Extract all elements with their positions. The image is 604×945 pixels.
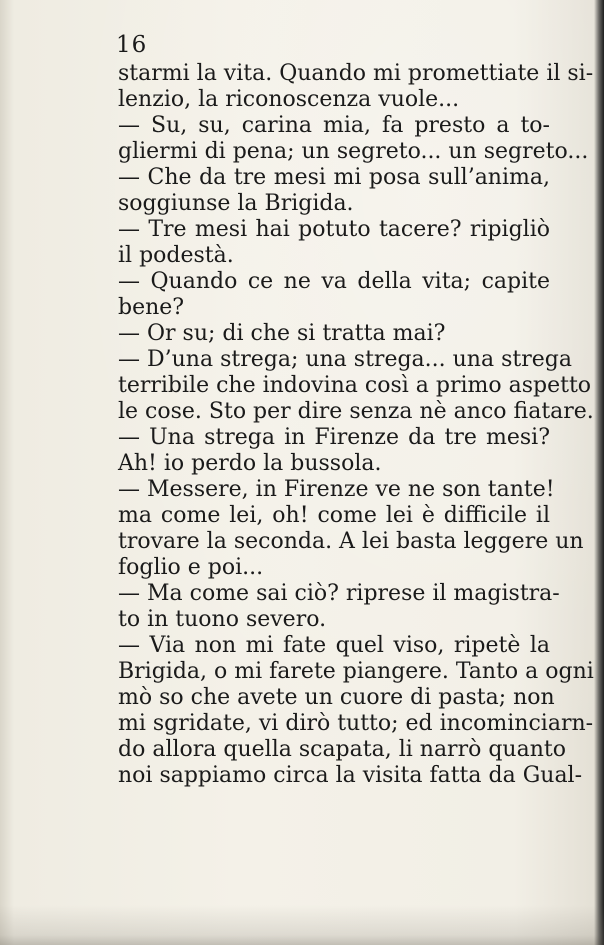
text-line: — Or su; di che si tratta mai? — [118, 321, 446, 346]
text-line: soggiunse la Brigida. — [118, 191, 354, 216]
body-text — [118, 61, 594, 789]
text-line: le cose. Sto per dire senza nè anco fiatare. — [118, 399, 594, 424]
text-line: — Messere, in Firenze ve ne son tante! — [118, 477, 555, 502]
binding-edge — [594, 0, 604, 945]
page-bottom-margin — [0, 905, 604, 945]
text-line: bene? — [118, 295, 185, 320]
text-line: Brigida, o mi farete piangere. Tanto a ogni — [118, 659, 594, 684]
text-line: starmi la vita. Quando mi promettiate il si- — [118, 61, 594, 86]
text-line: — Via non mi fate quel viso, ripetè la — [118, 633, 550, 658]
text-line: foglio e poi... — [118, 555, 264, 580]
text-line: — Che da tre mesi mi posa sull’anima, — [118, 165, 550, 190]
text-line: — Ma come sai ciò? riprese il magistra- — [118, 581, 560, 606]
text-line: — Su, su, carina mia, fa presto a to- — [118, 113, 550, 138]
text-line: — Quando ce ne va della vita; capite — [118, 269, 550, 294]
text-line: mò so che avete un cuore di pasta; non — [118, 685, 555, 710]
page-number: 16 — [116, 32, 148, 58]
text-line: lenzio, la riconoscenza vuole... — [118, 87, 460, 112]
text-line: terribile che indovina così a primo aspetto — [118, 373, 592, 398]
text-line: trovare la seconda. A lei basta leggere un — [118, 529, 584, 554]
text-line: mi sgridate, vi dirò tutto; ed incominciarn- — [118, 711, 594, 736]
text-line: do allora quella scapata, li narrò quanto — [118, 737, 566, 762]
text-line: — Una strega in Firenze da tre mesi? — [118, 425, 550, 450]
text-line: — Tre mesi hai potuto tacere? ripigliò — [118, 217, 550, 242]
text-line: — D’una strega; una strega... una strega — [118, 347, 572, 372]
text-line: Ah! io perdo la bussola. — [118, 451, 382, 476]
text-line: il podestà. — [118, 243, 234, 268]
text-line: ma come lei, oh! come lei è difficile il — [118, 503, 550, 528]
text-line: noi sappiamo circa la visita fatta da Gual- — [118, 763, 583, 788]
text-line: to in tuono severo. — [118, 607, 327, 632]
text-line: gliermi di pena; un segreto... un segreto... — [118, 139, 589, 164]
